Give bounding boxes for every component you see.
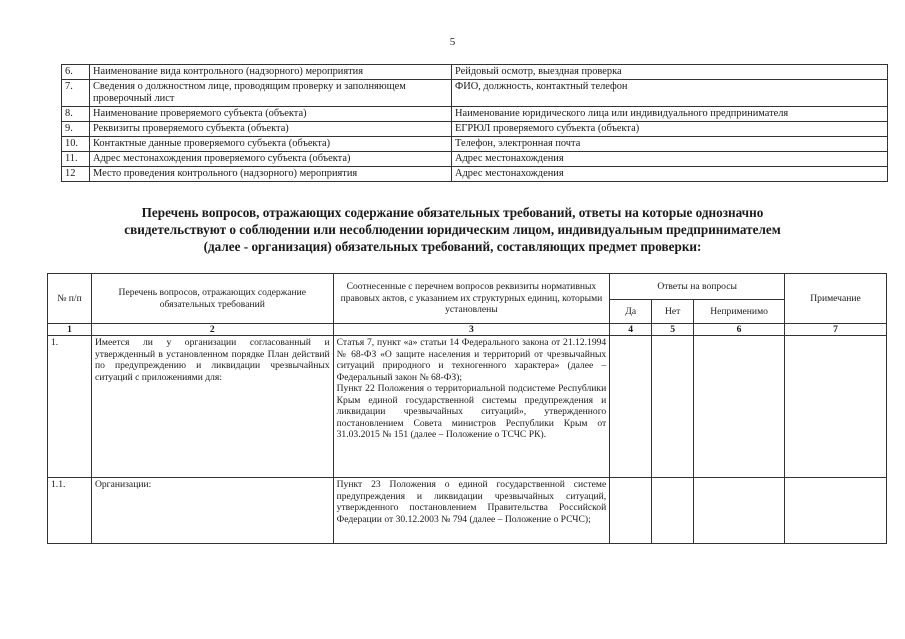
row-label: Сведения о должностном лице, проводящим проверку и заполняющем проверочный лист: [90, 80, 452, 107]
row-value: ЕГРЮЛ проверяемого субъекта (объекта): [452, 122, 888, 137]
column-number: 6: [694, 324, 785, 336]
answer-na-cell[interactable]: [694, 336, 785, 478]
answer-no-cell[interactable]: [652, 478, 694, 544]
item-number: 1.1.: [48, 478, 92, 544]
answer-yes-cell[interactable]: [610, 478, 652, 544]
legal-act-paragraph: Пункт 22 Положения о территориальной подсистеме Республики Крым единой государственной системы предупреждения и ликвидации чрезвычайных ситуаций», утвержденного постановлением Совета министров Республики Крым от 31.03.2015 № 151 (далее – Положение о ТСЧС РК).: [336, 383, 607, 440]
table-row: [62, 107, 888, 122]
row-label: Наименование проверяемого субъекта (объекта): [90, 107, 452, 122]
column-number: 5: [652, 324, 694, 336]
row-value: Телефон, электронная почта: [452, 137, 888, 152]
heading-line-2: свидетельствуют о соблюдении или несоблюдении юридическим лицом, индивидуальным предпринимателем: [124, 222, 781, 237]
table-row: [62, 122, 888, 137]
inspection-details-table: [61, 64, 888, 182]
header-no: Нет: [652, 300, 694, 324]
legal-act-paragraph: Статья 7, пункт «а» статьи 14 Федерального закона от 21.12.1994 № 68-ФЗ «О защите населения и территорий от чрезвычайных ситуаций природного и техногенного характера» (далее – Федеральный закон № 68-ФЗ);: [336, 337, 607, 383]
row-label: Реквизиты проверяемого субъекта (объекта): [90, 122, 452, 137]
row-label: Наименование вида контрольного (надзорного) мероприятия: [90, 65, 452, 80]
header-legal-acts: Соотнесенные с перечнем вопросов реквизиты нормативных правовых актов, с указанием их структурных единиц, которыми установлены: [333, 274, 610, 324]
answer-yes-cell[interactable]: [610, 336, 652, 478]
column-number: 4: [610, 324, 652, 336]
row-value: Адрес местонахождения: [452, 167, 888, 182]
row-label: Адрес местонахождения проверяемого субъекта (объекта): [90, 152, 452, 167]
header-yes: Да: [610, 300, 652, 324]
row-value: Адрес местонахождения: [452, 152, 888, 167]
row-value: ФИО, должность, контактный телефон: [452, 80, 888, 107]
heading-line-3: (далее - организация) обязательных требований, составляющих предмет проверки:: [203, 239, 702, 254]
row-number: 8.: [62, 107, 90, 122]
item-question: Организации:: [91, 478, 333, 544]
item-number: 1.: [48, 336, 92, 478]
column-number: 3: [333, 324, 610, 336]
header-number: № п/п: [48, 274, 92, 324]
answer-na-cell[interactable]: [694, 478, 785, 544]
row-number: 10.: [62, 137, 90, 152]
note-cell[interactable]: [785, 336, 887, 478]
section-heading: [60, 204, 845, 255]
header-questions: Перечень вопросов, отражающих содержание обязательных требований: [91, 274, 333, 324]
column-number: 2: [91, 324, 333, 336]
item-legal-acts: [333, 478, 610, 544]
row-label: Место проведения контрольного (надзорного) мероприятия: [90, 167, 452, 182]
row-number: 9.: [62, 122, 90, 137]
table-row: [62, 80, 888, 107]
answer-no-cell[interactable]: [652, 336, 694, 478]
row-number: 11.: [62, 152, 90, 167]
page-number: 5: [449, 36, 456, 48]
checklist-row: [48, 478, 887, 544]
checklist-table: [47, 273, 887, 544]
item-question: Имеется ли у организации согласованный и утвержденный в установленном порядке План действий по предупреждению и ликвидации чрезвычайных ситуаций с приложениями для:: [91, 336, 333, 478]
note-cell[interactable]: [785, 478, 887, 544]
item-legal-acts: [333, 336, 610, 478]
header-answers: Ответы на вопросы: [610, 274, 785, 300]
column-number: 7: [785, 324, 887, 336]
heading-line-1: Перечень вопросов, отражающих содержание обязательных требований, ответы на которые однозначно: [141, 205, 764, 220]
row-number: 12: [62, 167, 90, 182]
header-note: Примечание: [785, 274, 887, 324]
column-numbers-row: [48, 324, 887, 336]
table-row: [62, 65, 888, 80]
row-value: Наименование юридического лица или индивидуального предпринимателя: [452, 107, 888, 122]
row-label: Контактные данные проверяемого субъекта (объекта): [90, 137, 452, 152]
row-value: Рейдовый осмотр, выездная проверка: [452, 65, 888, 80]
legal-act-paragraph: Пункт 23 Положения о единой государственной системе предупреждения и ликвидации чрезвычайных ситуаций, утвержденного постановлением Правительства Российской Федерации от 30.12.2003 № 794 (далее – Положение о РСЧС);: [336, 479, 607, 525]
table-row: [62, 167, 888, 182]
column-number: 1: [48, 324, 92, 336]
table-row: [62, 137, 888, 152]
header-not-applicable: Неприменимо: [694, 300, 785, 324]
row-number: 6.: [62, 65, 90, 80]
table-row: [62, 152, 888, 167]
row-number: 7.: [62, 80, 90, 107]
checklist-row: [48, 336, 887, 478]
